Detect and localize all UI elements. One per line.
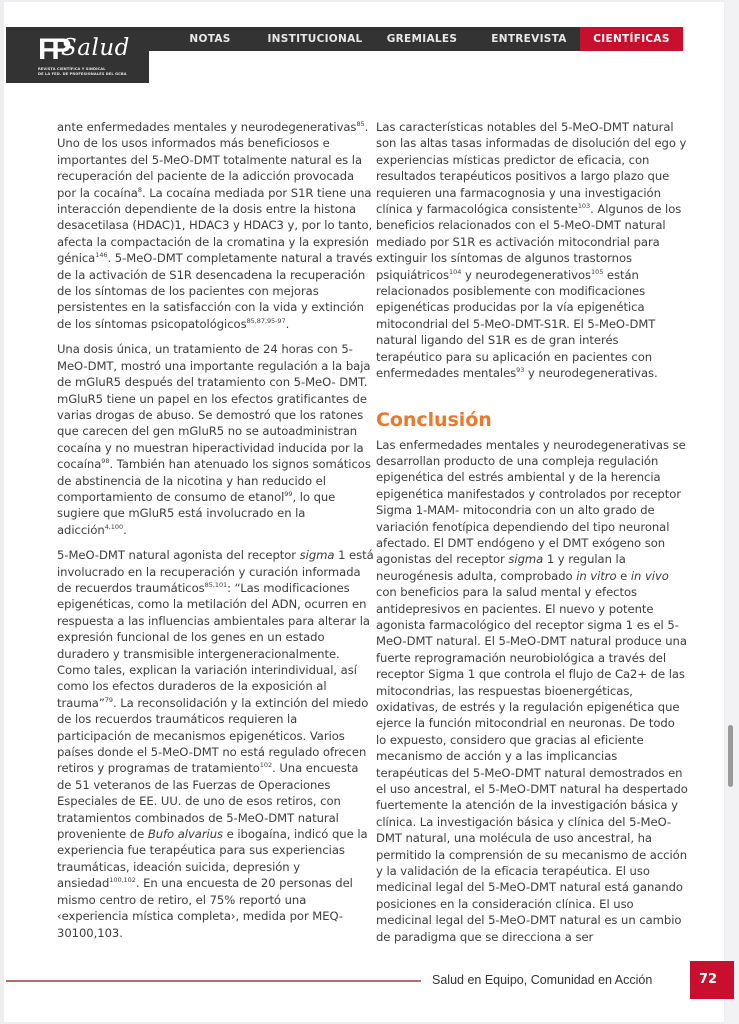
citation: 85,101 (204, 580, 228, 589)
paragraph (57, 119, 374, 332)
citation: 85,87,95-97 (246, 316, 286, 325)
text-run: . También han atenuado los signos somáticos de abstinencia de la nicotina y han reducido el comportamiento de consumo de etanol (57, 457, 371, 504)
text-run: . Algunos de los beneficios relacionados con el 5-MeO-DMT natural mediado por S1R es activación mitocondrial para extinguir los síntomas de algunos trastornos psiquiátricos (376, 202, 682, 282)
text-run: . En una encuesta de 20 personas del mismo centro de retiro, el 75% reportó una ‹experiencia mística completa›, medida por MEQ-30100,103. (57, 876, 353, 940)
citation: 103 (577, 202, 591, 211)
logo-tagline-line2: DE LA FED. DE PROFESIONALES DEL GCBA (38, 72, 127, 76)
text-run: ante enfermedades mentales y neurodegenerativas (57, 120, 357, 134)
text-run: 5-MeO-DMT natural agonista del receptor (57, 548, 300, 563)
paragraph (57, 341, 374, 538)
text-run: . La cocaína mediada por S1R tiene una interacción dependiente de la dosis entre la histona desacetilasa (HDAC)1, HDAC3 y HDAC3 y, por lo tanto, afecta la compactación de la cromatina y la expresión génica (57, 185, 373, 266)
citation: 102 (259, 761, 273, 770)
logo-tagline (38, 67, 138, 77)
text-run: . Uno de los usos informados más beneficiosos e importantes del 5-MeO-DMT totalmente natural es la recuperación del paciente de la adicción provocada por la cocaína (57, 120, 369, 200)
paragraph (57, 547, 374, 941)
scrollbar-thumb[interactable] (728, 725, 733, 787)
text-run: . (123, 522, 127, 537)
citation: 4,100 (104, 522, 124, 531)
italic-term: in vitro (576, 568, 617, 583)
nav-cientificas[interactable]: CIENTÍFICAS (580, 27, 683, 51)
footer-divider (6, 980, 421, 982)
citation: 99 (284, 489, 293, 498)
italic-term: in vivo (630, 568, 669, 583)
section-title-conclusion: Conclusión (376, 408, 492, 431)
logo-name: Salud (61, 35, 130, 61)
text-run: : “Las modificaciones epigenéticas, como la metilación del ADN, ocurren en respuesta a las influencias ambientales para alterar la expresión funcional de los genes en un estado duradero y transmisible intergeneracionalmente. Como tales, explican la variación interindividual, así como los efectos duraderos de la exposición al trauma” (57, 580, 370, 710)
text-run: . 5-MeO-DMT completamente natural a través de la activación de S1R desencadena la recuperación de los síntomas de los pacientes con mejoras persistentes en la satisfacción con la vida y extinción de los síntomas psicopatológicos (57, 251, 373, 331)
nav-notas[interactable]: NOTAS (189, 33, 231, 45)
citation: 98 (101, 457, 110, 466)
logo-tagline-line1: REVISTA CIENTÍFICA Y SINDICAL (38, 67, 106, 71)
text-run: e (616, 568, 631, 583)
citation: 105 (591, 267, 604, 276)
nav-institucional[interactable]: INSTITUCIONAL (267, 33, 363, 45)
logo[interactable] (6, 27, 149, 83)
citation: 146 (95, 251, 108, 260)
text-run: Las características notables del 5-MeO-DMT natural son las altas tasas informadas de disolución del ego y experiencias místicas predictor de eficacia, con resultados terapéuticos positivos a largo plazo que requieren una farmacognosia y una investigación clínica y farmacológica consistente (376, 120, 687, 217)
nav-gremiales[interactable]: GREMIALES (386, 33, 458, 45)
text-run: e ibogaína, indicó que la experiencia fue terapéutica para sus experiencias traumáticas, ideación suicida, depresión y ansiedad (57, 827, 368, 891)
text-run: . La reconsolidación y la extinción del miedo de los recuerdos traumáticos requieren la participación de mecanismos epigenéticos. Varios países donde el 5-MeO-DMT no está regulado ofrecen retiros y programas de tratamiento (57, 695, 369, 776)
text-run: 1 está involucrado en la recuperación y curación informada de recuerdos traumáticos (57, 548, 374, 595)
citation: 79 (104, 695, 113, 704)
logo-mark: FP (38, 33, 67, 66)
paragraph (376, 437, 688, 946)
text-run: . Una encuesta de 51 veteranos de las Fuerzas de Operaciones Especiales de EE. UU. de uno de esos retiros, con tratamientos combinados de 5-MeO-DMT natural proveniente de (57, 761, 359, 842)
citation: 8 (137, 185, 142, 194)
italic-term: Bufo alvarius (147, 827, 223, 842)
text-run: . (285, 316, 290, 331)
text-run: Las enfermedades mentales y neurodegenerativas se desarrollan producto de una compleja regulación epigenética del estrés ambiental y de la herencia epigenética manifestados y controlados por receptor Sigma 1-MAM- mitocondria con un alto grado de variación fenotípica dependiendo del tipo neuronal afectado. El DMT endógeno y el DMT exógeno son agonistas del receptor (376, 437, 686, 567)
article-column-right (376, 119, 688, 954)
text-run: 1 y regulan la neurogénesis adulta, comprobado (376, 552, 626, 583)
article-column-left (57, 119, 374, 950)
italic-term: sigma (299, 548, 335, 563)
text-run: Una dosis única, un tratamiento de 24 horas con 5-MeO-DMT, mostró una importante regulación a la baja de mGluR5 después del tratamiento con 5-MeO- DMT. mGluR5 tiene un papel en los efectos gratificantes de varias drogas de abuso. Se demostró que los ratones que carecen del gen mGluR5 no se autoadministran cocaína y no muestran hiperactividad inducida por la cocaína (57, 342, 371, 472)
page-number: 72 (690, 961, 734, 999)
footer-slogan: Salud en Equipo, Comunidad en Acción (432, 973, 653, 987)
paragraph (376, 119, 688, 382)
text-run: , lo que sugiere que mGluR5 está involucrado en la adicción (57, 489, 336, 537)
citation: 100,102 (109, 876, 136, 885)
text-run: y neurodegenerativas. (524, 366, 658, 381)
citation: 104 (449, 267, 462, 276)
text-run: con beneficios para la salud mental y efectos antidepresivos en pacientes. El nuevo y potente agonista farmacológico del receptor sigma 1 es el 5-MeO-DMT natural. El 5-MeO-DMT natural produce una fuerte reprogramación neurobiológica a través del receptor Sigma 1 que controla el flujo de Ca2+ de las mitocondrias, las respuestas bioenergéticas, oxidativas, de estrés y la regulación epigenética que ejerce la función mitocondrial en neuronas. De todo lo expuesto, considero que gracias al eficiente mecanismo de acción y a las implicancias terapéuticas del 5-MeO-DMT natural demostrados en el uso ancestral, el 5-MeO-DMT natural ha despertado fuertemente la atención de la investigación básica y clínica. La investigación básica y clínica del 5-MeO-DMT natural, una molécula de uso ancestral, ha permitido la comprensión de su mecanismo de acción y la validación de la eficacia terapéutica. El uso medicinal legal del 5-MeO-DMT natural está ganando posiciones en la consideración clínica. El uso medicinal legal del 5-MeO-DMT natural es un cambio de paradigma que se direcciona a ser (376, 585, 688, 944)
italic-term: sigma (508, 552, 544, 567)
nav-entrevista[interactable]: ENTREVISTA (491, 33, 567, 45)
citation: 93 (516, 366, 525, 375)
citation: 85 (356, 120, 365, 128)
scrollbar-track[interactable] (725, 0, 739, 1024)
text-run: están relacionados posiblemente con modificaciones epigenéticas producidas por la vía epigenética mitocondrial del 5-MeO-DMT-S1R. El 5-MeO-DMT natural ligando del S1R es de gran interés terapéutico para su aplicación en pacientes con enfermedades mentales (376, 267, 656, 381)
text-run: y neurodegenerativos (461, 267, 592, 282)
